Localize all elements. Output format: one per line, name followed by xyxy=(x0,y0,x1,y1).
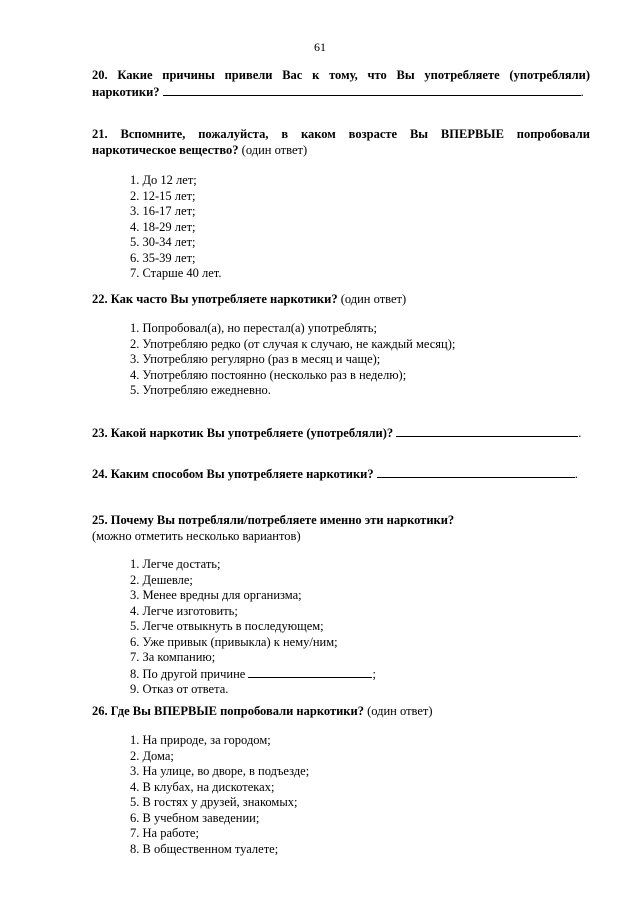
question-20 xyxy=(92,68,590,100)
option-other[interactable] xyxy=(130,666,376,683)
question-20-text-line2: наркотики? xyxy=(92,84,160,99)
question-23 xyxy=(92,425,590,442)
option[interactable]: 1. Попробовал(а), но перестал(а) употреблять; xyxy=(130,321,377,335)
question-25-title: 25. Почему Вы потребляли/потребляете именно эти наркотики? xyxy=(92,513,455,527)
option-other-end: ; xyxy=(372,666,376,681)
option[interactable]: 4. Легче изготовить; xyxy=(130,603,238,618)
question-22-note: (один ответ) xyxy=(337,292,407,306)
option[interactable]: 1. На природе, за городом; xyxy=(130,733,271,747)
option[interactable]: 2. 12-15 лет; xyxy=(130,188,196,203)
option[interactable]: 2. Употребляю редко (от случая к случаю, не каждый месяц); xyxy=(130,336,456,351)
option[interactable]: 6. Уже привык (привыкла) к нему/ним; xyxy=(130,634,338,649)
question-20-line2 xyxy=(92,84,590,101)
question-23-answer-field[interactable] xyxy=(396,425,578,437)
option[interactable]: 9. Отказ от ответа. xyxy=(130,682,229,696)
option[interactable]: 3. Менее вредны для организма; xyxy=(130,588,302,602)
option[interactable]: 7. На работе; xyxy=(130,826,199,840)
option[interactable]: 4. Употребляю постоянно (несколько раз в неделю); xyxy=(130,367,407,382)
question-25 xyxy=(92,513,590,544)
option-other-label: 8. По другой причине xyxy=(130,666,249,681)
question-21-note: (один ответ) xyxy=(238,142,308,157)
option[interactable]: 1. Легче достать; xyxy=(130,557,221,571)
option[interactable]: 4. В клубах, на дискотеках; xyxy=(130,779,275,794)
question-21 xyxy=(92,127,590,158)
option[interactable]: 3. 16-17 лет; xyxy=(130,204,196,218)
option[interactable]: 4. 18-29 лет; xyxy=(130,219,196,234)
question-24-end: . xyxy=(574,467,578,481)
option[interactable]: 1. До 12 лет; xyxy=(130,173,197,187)
option[interactable]: 2. Дешевле; xyxy=(130,572,193,587)
question-22-options xyxy=(130,321,455,399)
option[interactable]: 5. Употребляю ежедневно. xyxy=(130,383,271,397)
question-21-options xyxy=(130,173,221,282)
question-26-note: (один ответ) xyxy=(363,704,433,718)
option[interactable]: 8. В общественном туалете; xyxy=(130,841,279,856)
question-26 xyxy=(92,704,590,720)
question-21-text-line1: 21. Вспомните, пожалуйста, в каком возрасте Вы ВПЕРВЫЕ попробовали xyxy=(92,127,590,141)
question-24-title: 24. Каким способом Вы употребляете наркотики? xyxy=(92,467,374,481)
question-24 xyxy=(92,466,590,483)
question-26-title: 26. Где Вы ВПЕРВЫЕ попробовали наркотики? xyxy=(92,704,364,718)
question-25-note: (можно отметить несколько вариантов) xyxy=(92,528,301,543)
question-22 xyxy=(92,292,590,308)
option[interactable]: 7. За компанию; xyxy=(130,650,216,664)
option[interactable]: 5. 30-34 лет; xyxy=(130,235,196,249)
option[interactable]: 7. Старше 40 лет. xyxy=(130,266,222,280)
question-25-options xyxy=(130,557,376,698)
option[interactable]: 5. В гостях у друзей, знакомых; xyxy=(130,795,298,809)
option[interactable]: 2. Дома; xyxy=(130,748,174,763)
option[interactable]: 5. Легче отвыкнуть в последующем; xyxy=(130,619,324,633)
option[interactable]: 6. 35-39 лет; xyxy=(130,250,196,265)
option[interactable]: 3. Употребляю регулярно (раз в месяц и чаще); xyxy=(130,352,381,366)
question-23-title: 23. Какой наркотик Вы употребляете (употребляли)? xyxy=(92,426,394,440)
question-21-text-line2: наркотическое вещество? xyxy=(92,142,239,157)
question-20-answer-field[interactable] xyxy=(163,84,581,96)
question-22-title: 22. Как часто Вы употребляете наркотики? xyxy=(92,292,338,306)
option[interactable]: 6. В учебном заведении; xyxy=(130,810,260,825)
option[interactable]: 3. На улице, во дворе, в подъезде; xyxy=(130,764,310,778)
question-20-text-line1: 20. Какие причины привели Вас к тому, что Вы употребляете (употребляли) xyxy=(92,68,590,82)
question-20-end: . xyxy=(580,84,584,99)
question-23-end: . xyxy=(578,426,582,440)
question-21-line2 xyxy=(92,143,590,159)
question-26-options xyxy=(130,733,309,857)
page-number: 61 xyxy=(314,40,326,54)
option-other-field[interactable] xyxy=(248,666,372,678)
question-24-answer-field[interactable] xyxy=(377,466,575,478)
